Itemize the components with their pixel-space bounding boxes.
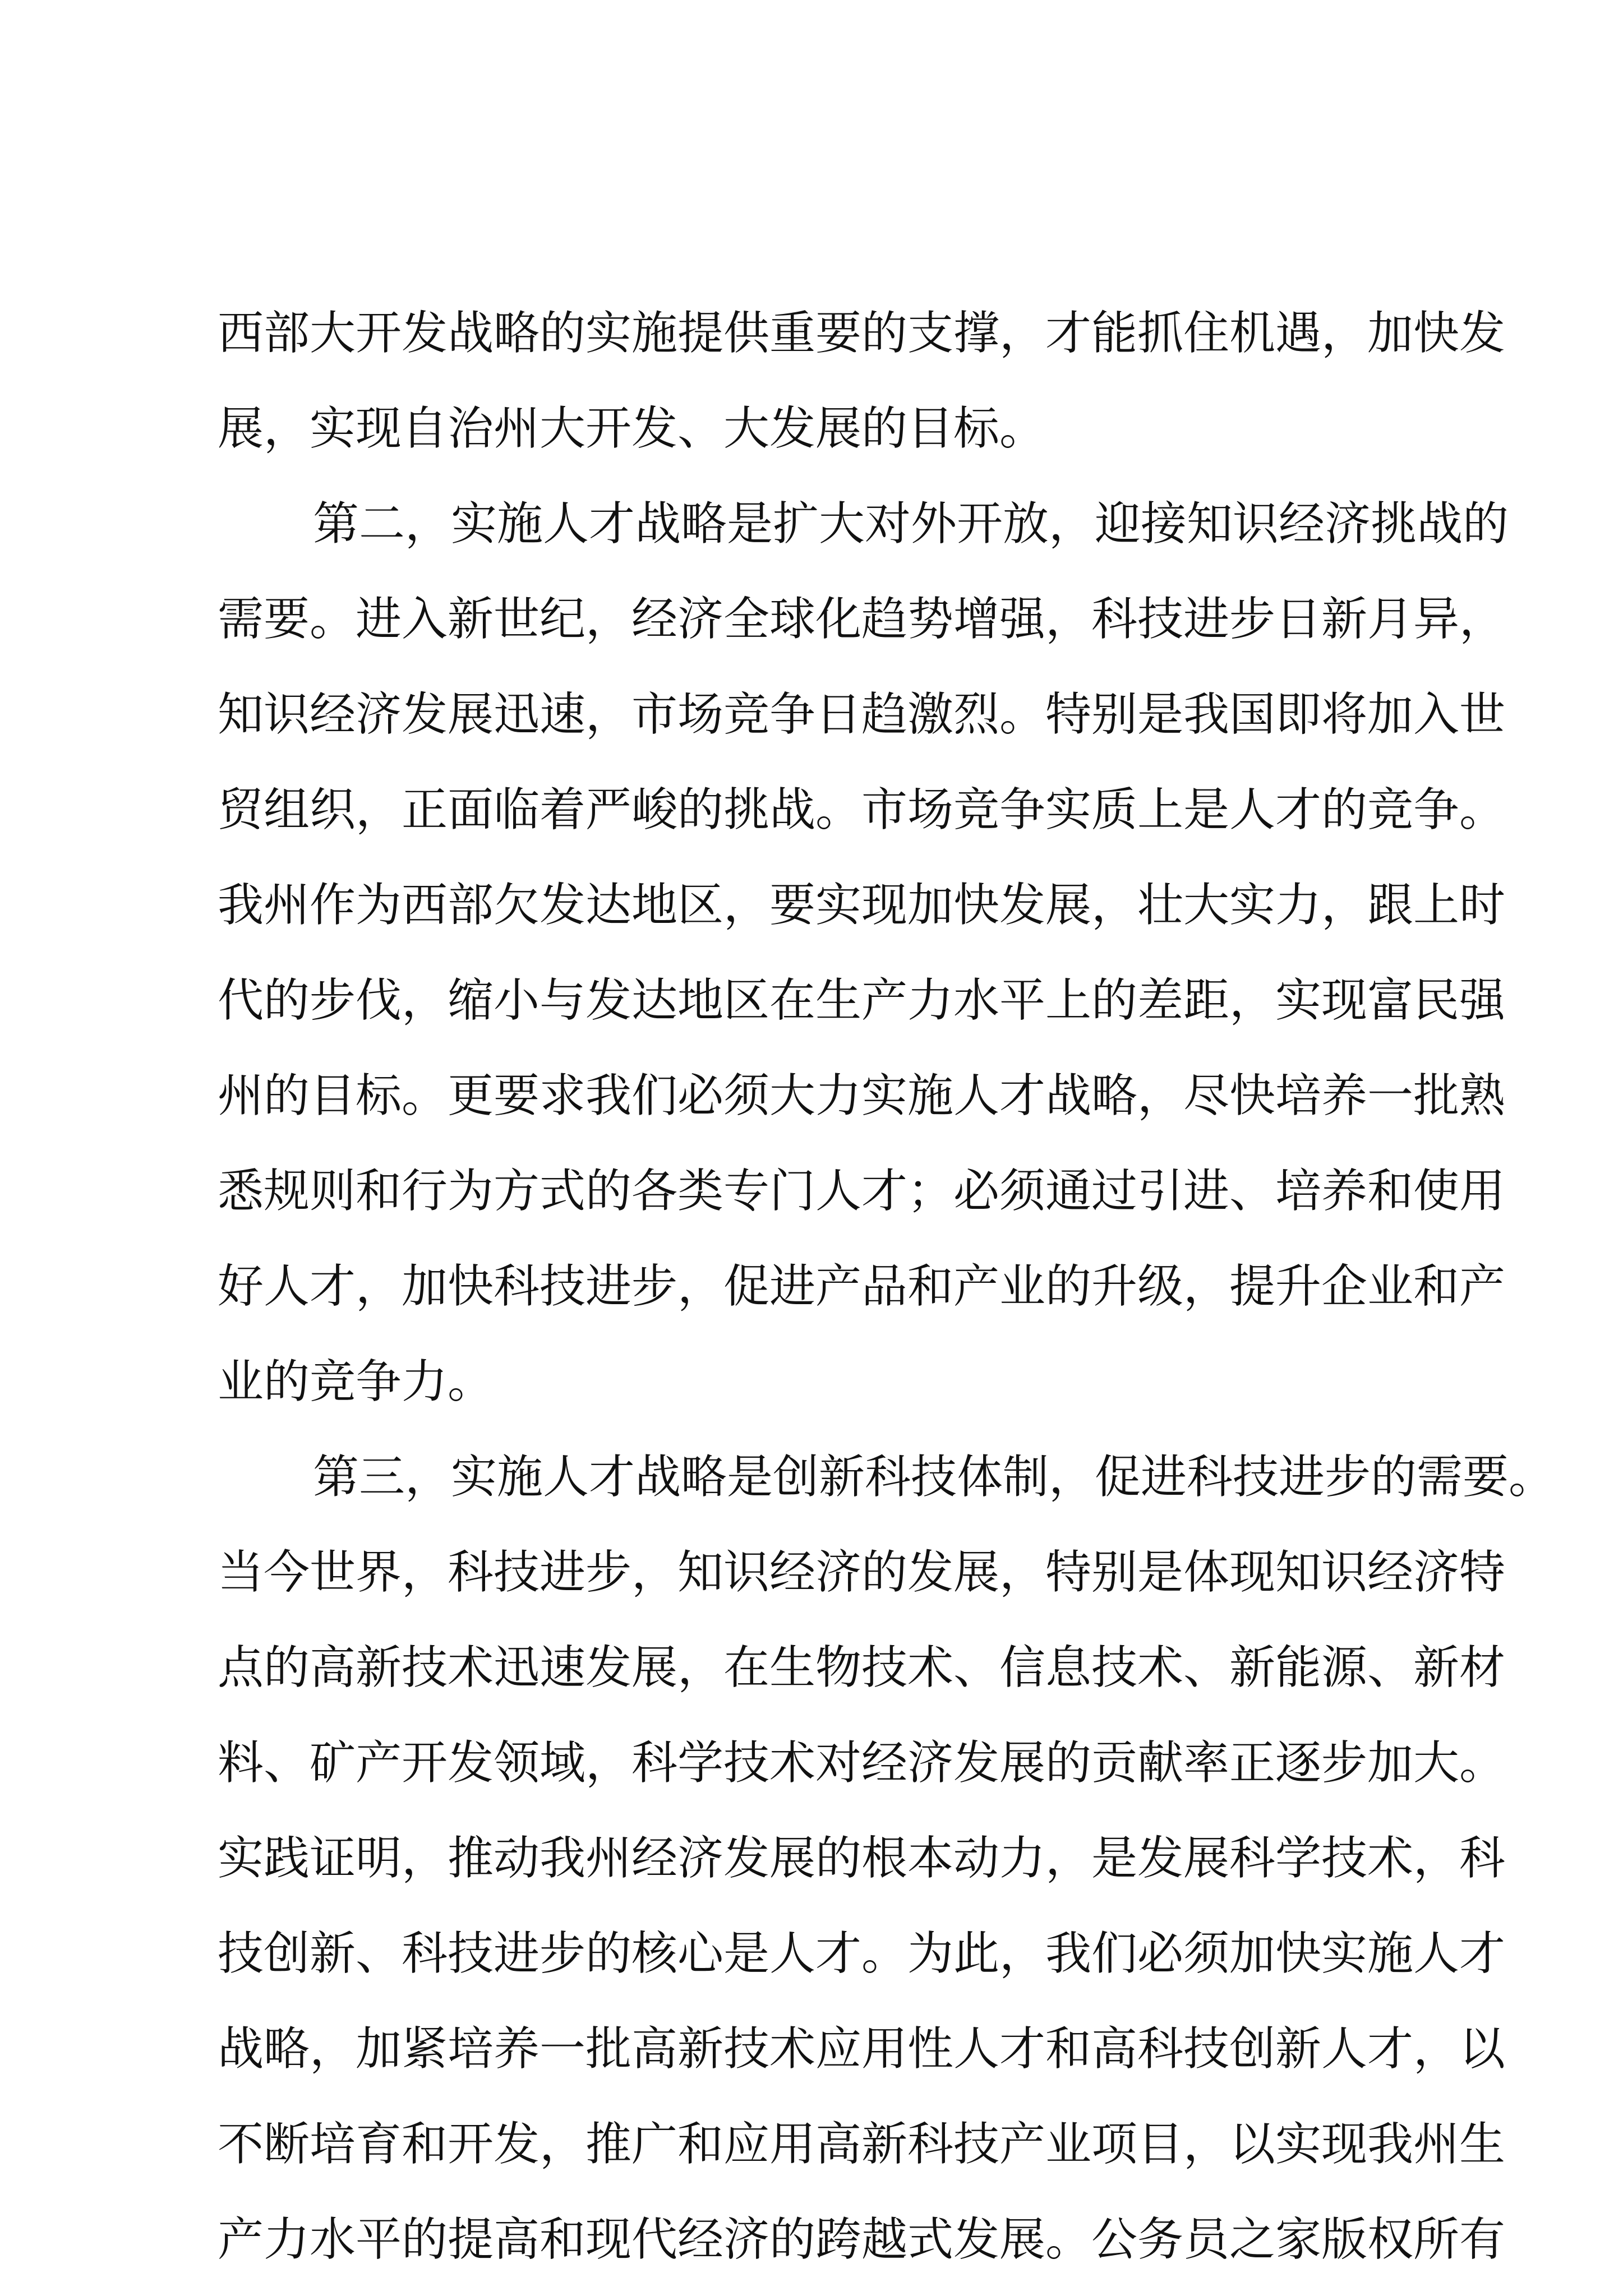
paragraph-start-line: 第二，实施人才战略是扩大对外开放，迎接知识经济挑战的 (313, 497, 1509, 551)
text-line: 州的目标。更要求我们必须大力实施人才战略，尽快培养一批熟 (218, 1069, 1506, 1122)
paragraph-start-line: 第三，实施人才战略是创新科技体制，促进科技进步的需要。 (313, 1450, 1555, 1504)
text-line: 好人才，加快科技进步，促进产品和产业的升级，提升企业和产 (218, 1260, 1506, 1313)
text-line: 业的竞争力。 (218, 1355, 494, 1408)
text-line: 战略，加紧培养一批高新技术应用性人才和高科技创新人才，以 (218, 2022, 1506, 2076)
text-line: 西部大开发战略的实施提供重要的支撑，才能抓住机遇，加快发 (218, 307, 1506, 360)
text-line: 产力水平的提高和现代经济的跨越式发展。公务员之家版权所有 (218, 2213, 1506, 2266)
text-line: 不断培育和开发，推广和应用高新科技产业项目，以实现我州生 (218, 2118, 1506, 2171)
text-line: 需要。进入新世纪，经济全球化趋势增强，科技进步日新月异， (218, 593, 1506, 646)
text-line: 悉规则和行为方式的各类专门人才；必须通过引进、培养和使用 (218, 1165, 1506, 1218)
text-line: 展，实现自治州大开发、大发展的目标。 (218, 402, 1046, 455)
text-line: 贸组织，正面临着严峻的挑战。市场竞争实质上是人才的竞争。 (218, 783, 1506, 837)
text-line: 我州作为西部欠发达地区，要实现加快发展，壮大实力，跟上时 (218, 879, 1506, 932)
text-line: 点的高新技术迅速发展，在生物技术、信息技术、新能源、新材 (218, 1641, 1506, 1694)
text-line: 技创新、科技进步的核心是人才。为此，我们必须加快实施人才 (218, 1927, 1506, 1980)
text-line: 代的步伐，缩小与发达地区在生产力水平上的差距，实现富民强 (218, 974, 1506, 1027)
text-line: 知识经济发展迅速，市场竞争日趋激烈。特别是我国即将加入世 (218, 688, 1506, 741)
text-line: 料、矿产开发领域，科学技术对经济发展的贡献率正逐步加大。 (218, 1736, 1506, 1790)
text-line: 当今世界，科技进步，知识经济的发展，特别是体现知识经济特 (218, 1546, 1506, 1599)
text-line: 实践证明，推动我州经济发展的根本动力，是发展科学技术，科 (218, 1832, 1506, 1885)
